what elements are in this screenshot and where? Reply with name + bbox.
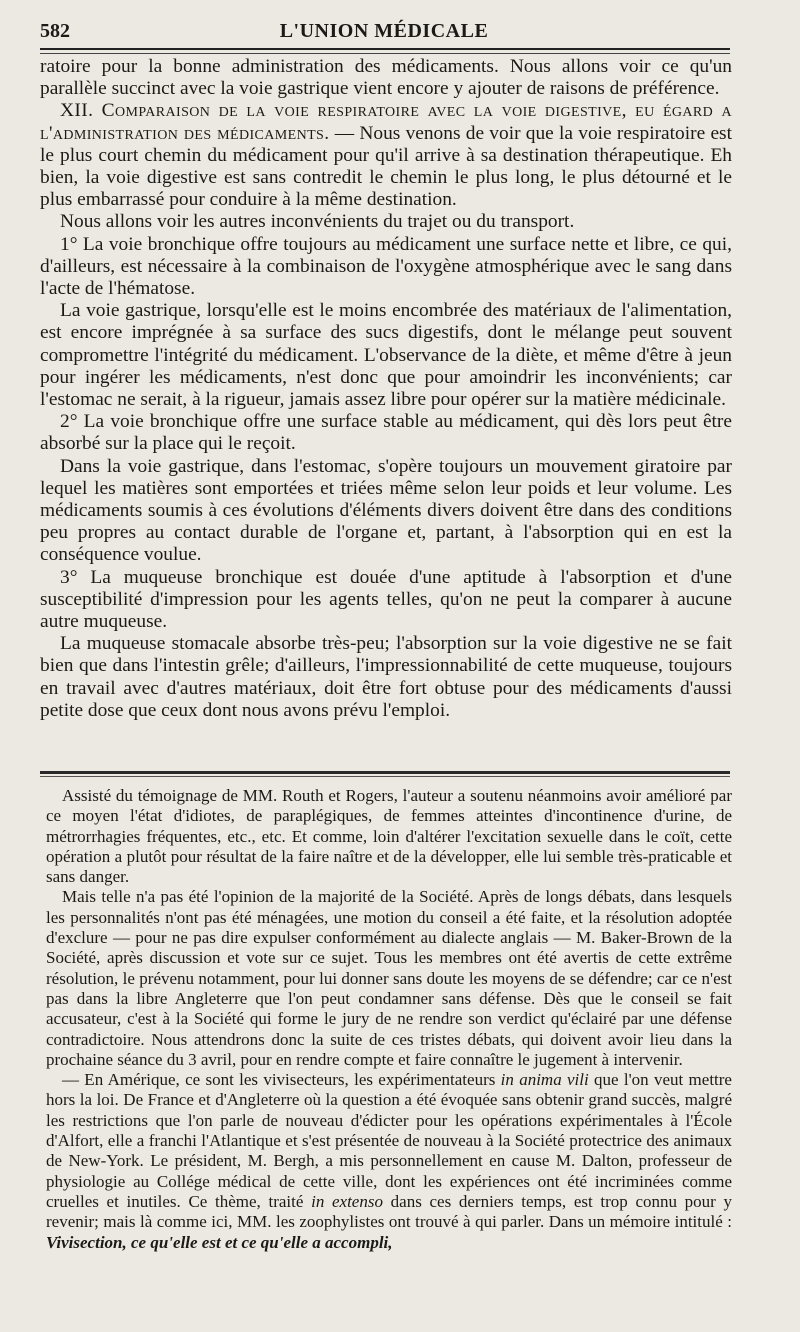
italic-phrase: in extenso xyxy=(311,1191,383,1211)
section-divider xyxy=(40,771,730,774)
paragraph: La voie gastrique, lorsqu'elle est le moins encombrée des matériaux de l'alimentation, est encore imprégnée à sa surface des sucs digestifs, dont le mélange peut souvent compromettre l'intégrité du médicament. L'observance de la diète, et même d'être à jeun pour ingérer les médicaments, n'est donc que pour amoindrir les inconvénients; car l'estomac ne serait, à la rigueur, jamais assez libre pour opérer sur la matière médicinale. xyxy=(40,300,732,411)
feuilleton-text xyxy=(46,786,732,1306)
page-number: 582 xyxy=(40,20,70,42)
text-run: dans ces derniers temps, est trop connu pour y revenir; mais là comme ici, MM. les zoophylistes ont trouvé à qui parler. Dans un mémoire intitulé : xyxy=(46,1191,732,1232)
paragraph-point-2: 2° La voie bronchique offre une surface stable au médicament, qui dès lors peut être absorbé sur la place qui le reçoit. xyxy=(40,411,732,455)
paragraph: Dans la voie gastrique, dans l'estomac, s'opère toujours un mouvement giratoire par lequel les matières sont emportées et triées même selon leur poids et leur volume. Les médicaments soumis à ces évolutions d'éléments divers doivent être dans des conditions peu propres au contact durable de l'organe et, partant, à l'absorption qui en est la conséquence voulue. xyxy=(40,455,732,566)
italic-phrase: in anima vili xyxy=(500,1070,589,1090)
feuilleton-paragraph xyxy=(46,1070,732,1253)
paragraph-continuation: ratoire pour la bonne administration des médicaments. Nous allons voir ce qu'un parallèle succinct avec la voie gastrique vient encore y ajouter de raisons de préférence. xyxy=(40,56,732,100)
header-rule xyxy=(40,48,730,50)
text-run: que l'on veut mettre hors la loi. De France et d'Angleterre où la question a été évoquée sans obtenir grand succès, malgré les restrictions que l'on parle de nouveau d'édicter pour les opérations expérimentales à l'École d'Alfort, elle a franchi l'Atlantique et s'est présentée de nouveau à la Société protectrice des animaux de New-York. Le président, M. Bergh, a mis personnellement en cause M. Dalton, professeur de physiologie au Collége médical de cette ville, dont les expériences ont été incriminées comme cruelles et inutiles. Ce thème, traité xyxy=(46,1070,732,1211)
section-divider-thin xyxy=(40,776,730,777)
memoir-title: Vivisection, ce qu'elle est et ce qu'elle a accompli, xyxy=(46,1232,393,1252)
header-rule-thin xyxy=(40,53,730,54)
paragraph-point-1: 1° La voie bronchique offre toujours au médicament une surface nette et libre, ce qui, d'ailleurs, est nécessaire à la combinaison de l'oxygène atmosphérique avec le sang dans l'acte de l'hématose. xyxy=(40,233,732,300)
section-heading: XII. Comparaison de la voie respiratoire avec la voie digestive, eu égard a l'administration des médicaments. xyxy=(40,100,732,144)
section-xii xyxy=(40,100,732,211)
section-text: — Nous venons de voir que la voie respiratoire est le plus court chemin du médicament pour qu'il arrive à sa destination thérapeutique. Eh bien, la voie digestive est sans contredit le chemin le plus long, le plus détourné et le plus embarrassé pour conduire à la même destination. xyxy=(40,122,732,211)
feuilleton-paragraph: Mais telle n'a pas été l'opinion de la majorité de la Société. Après de longs débats, dans lesquels les personnalités n'ont pas été ménagées, une motion du conseil a été faite, et la résolution adoptée d'exclure — pour ne pas dire expulser conformément au dialecte anglais — M. Baker-Brown de la Société, après discussion et vote sur ce sujet. Tous les membres ont été avertis de cette extrême résolution, le prévenu notamment, pour lui donner sans doute les moyens de se défendre; car ce n'est pas dans la libre Angleterre que l'on peut condamner sans défense. Dès que le conseil se fait accusateur, c'est à la Société qui forme le jury de ne rendre son verdict qu'éclairé par une défense contradictoire. Nous attendrons donc la suite de ces tristes débats, qui doivent avoir lieu dans la prochaine séance du 3 avril, pour en rendre compte et faire connaître le jugement à intervenir. xyxy=(46,887,732,1069)
paragraph: Nous allons voir les autres inconvénients du trajet ou du transport. xyxy=(60,211,575,233)
text-run: — En Amérique, ce sont les vivisecteurs, les expérimentateurs xyxy=(62,1070,501,1090)
feuilleton-paragraph: Assisté du témoignage de MM. Routh et Rogers, l'auteur a soutenu néanmoins avoir amélioré par ce moyen l'état d'idiotes, de paraplégiques, de femmes atteintes d'incontinence d'urine, de métrorrhagies fréquentes, etc., etc. Et comme, loin d'altérer l'excitation sexuelle dans le coït, cette opération a plutôt pour résultat de la faire naître et de la développer, elle lui semble très-praticable et sans danger. xyxy=(46,786,732,887)
page-header xyxy=(40,14,728,44)
running-title: L'UNION MÉDICALE xyxy=(279,20,489,42)
paragraph: La muqueuse stomacale absorbe très-peu; l'absorption sur la voie digestive ne se fait bien que dans l'intestin grêle; d'ailleurs, l'impressionnabilité de cette muqueuse, toujours en travail avec d'autres matériaux, doit être fort obtuse pour des médicaments d'aussi petite dose que ceux dont nous avons prévu l'emploi. xyxy=(40,633,732,721)
paragraph-point-3: 3° La muqueuse bronchique est douée d'une aptitude à l'absorption et d'une susceptibilité d'impression pour les agents telles, qu'on ne peut la comparer à aucune autre muqueuse. xyxy=(40,566,732,633)
main-text xyxy=(40,56,732,761)
